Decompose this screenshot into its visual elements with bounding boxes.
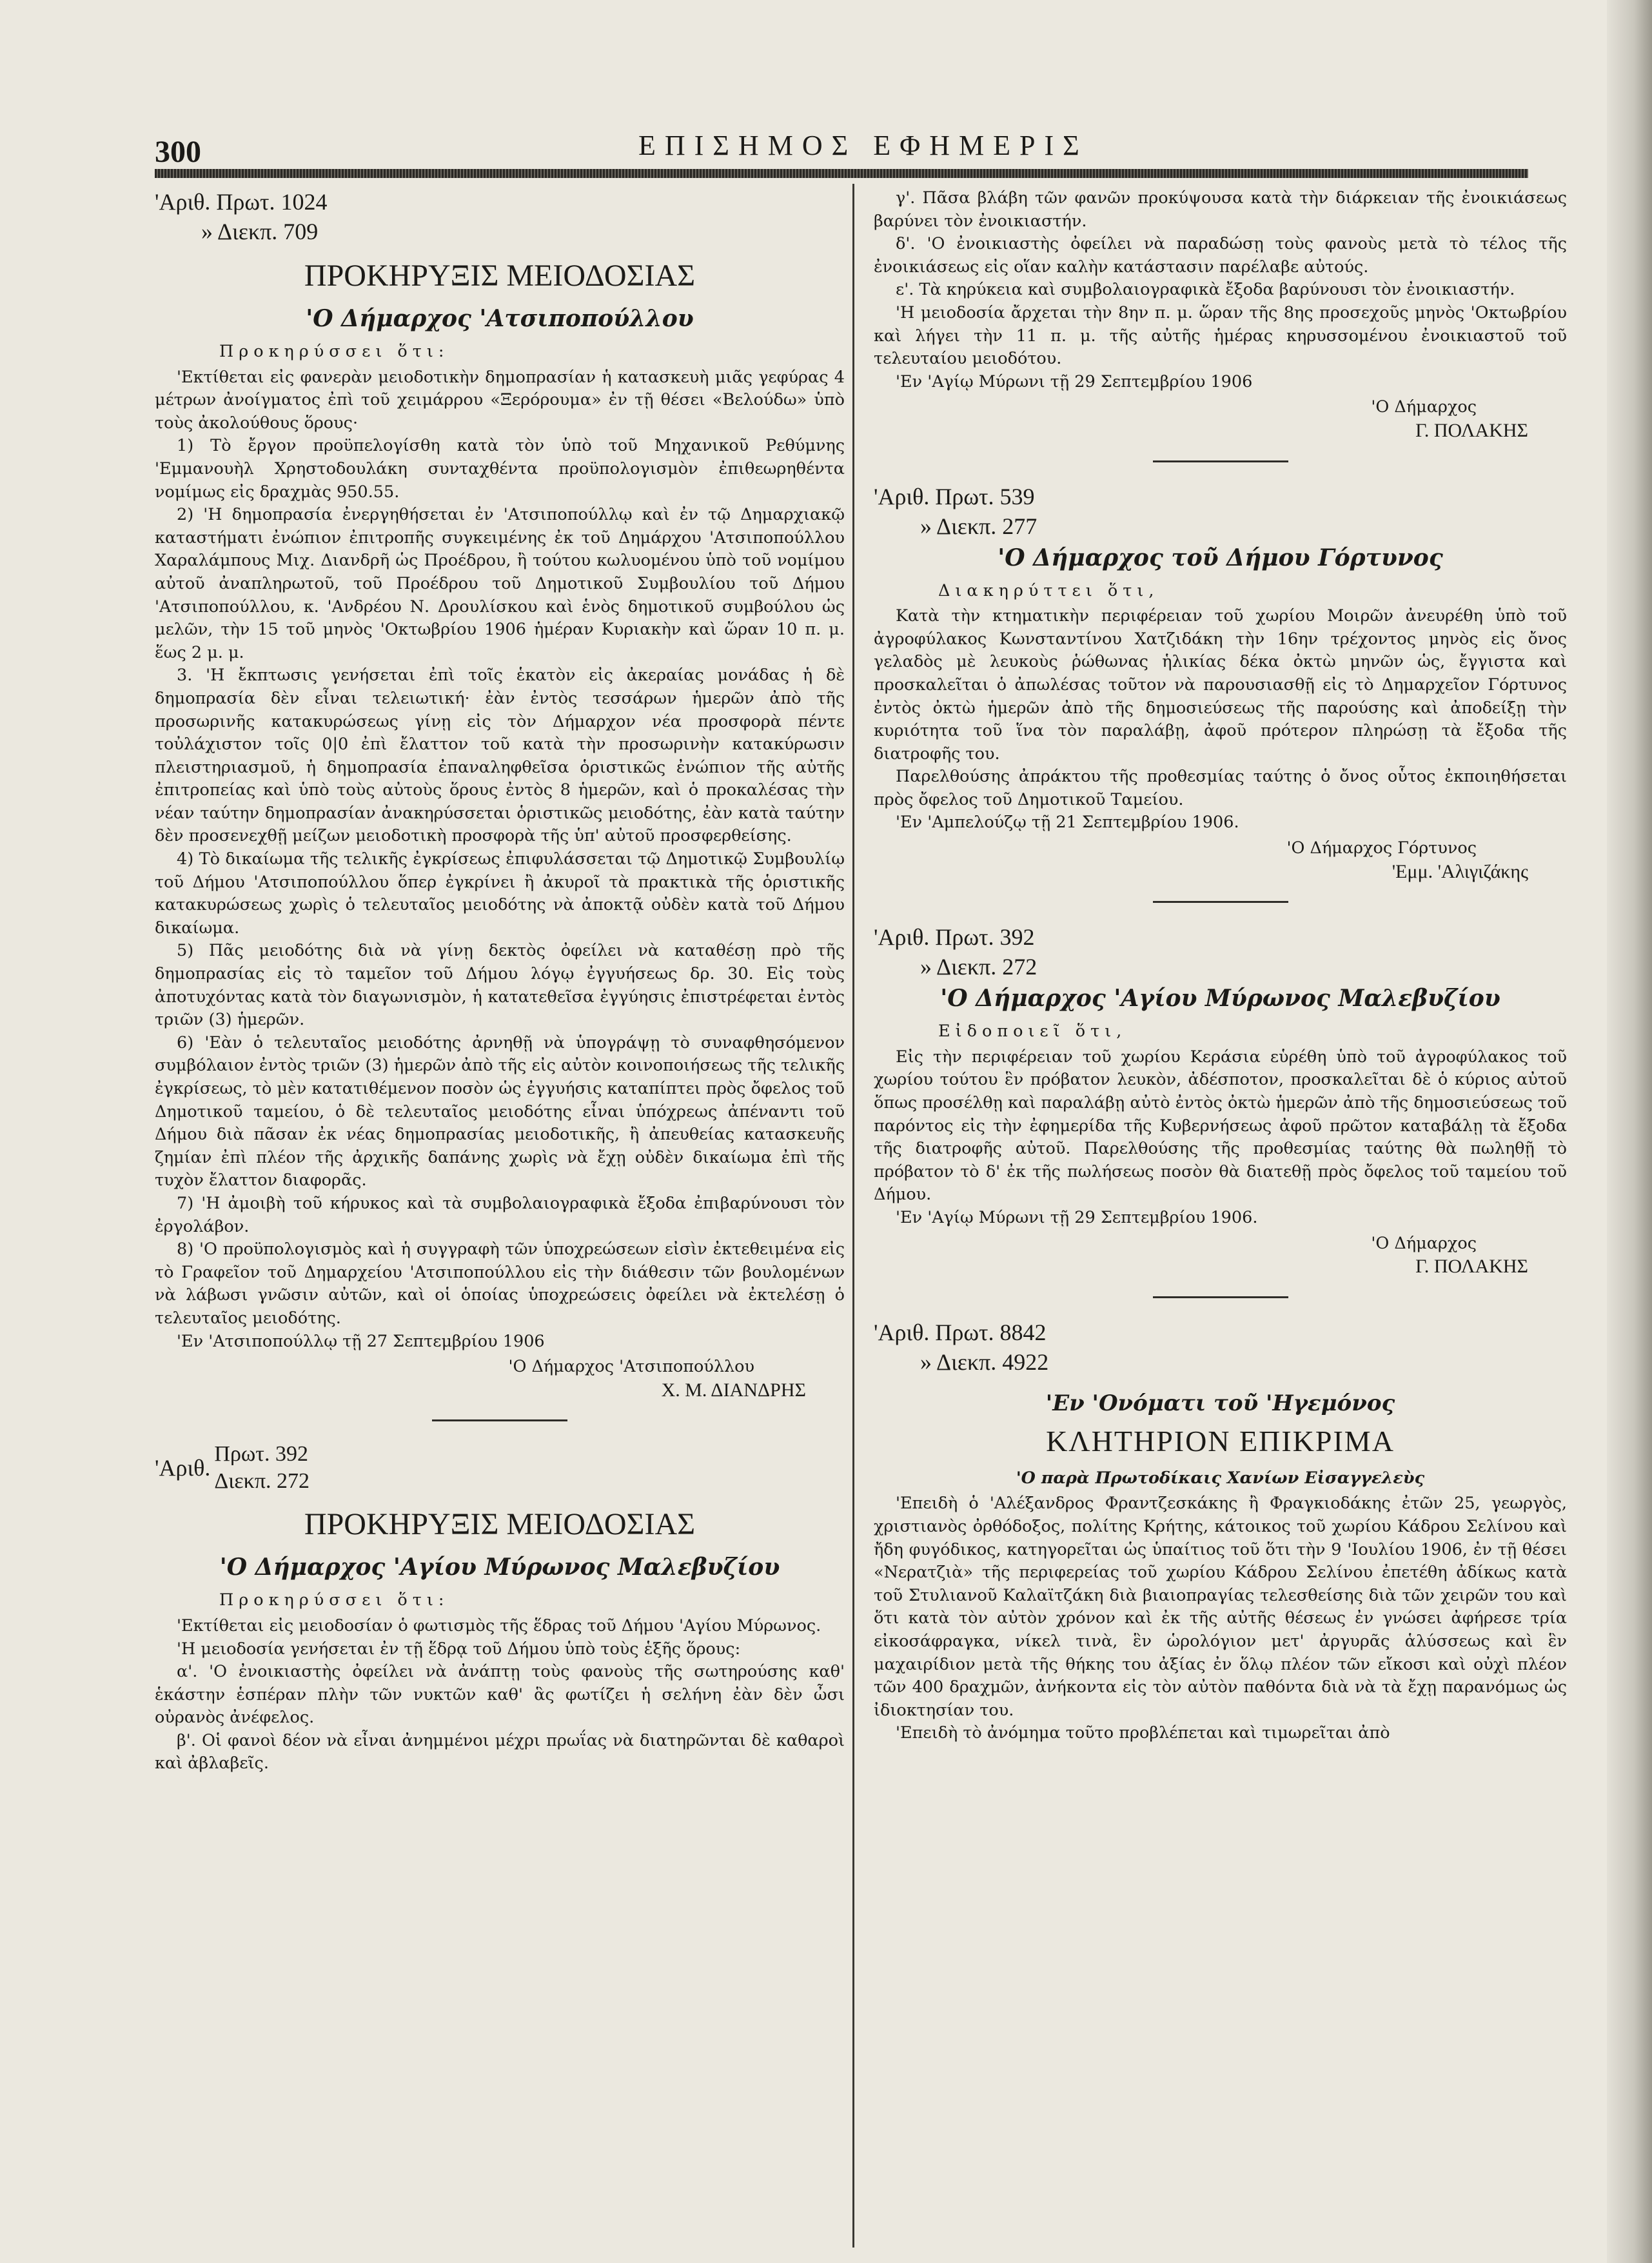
notice-preamble: Διακηρύττει ὅτι, bbox=[938, 580, 1159, 600]
ref-diekp: » Διεκπ. 272 bbox=[920, 954, 1037, 980]
ref-diekp: » Διεκπ. 277 bbox=[920, 513, 1037, 539]
paragraph: 'Εκτίθεται εἰς μειοδοσίαν ὁ φωτισμὸς τῆς ἕδρας τοῦ Δήμου 'Αγίου Μύρωνος. bbox=[177, 1616, 821, 1635]
notice-found-sheep bbox=[874, 922, 1567, 1278]
notice-title: ΚΛΗΤΗΡΙΟΝ ΕΠΙΚΡΙΜΑ bbox=[1046, 1424, 1395, 1458]
signature-name: Χ. Μ. ΔΙΑΝΔΡΗΣ bbox=[661, 1379, 806, 1401]
notice-authority: 'Ο Δήμαρχος 'Αγίου Μύρωνος Μαλεβυζίου bbox=[940, 985, 1500, 1013]
notice-court-summons bbox=[874, 1318, 1567, 1745]
signature-name: 'Εμμ. 'Αλιγιζάκης bbox=[1391, 860, 1528, 882]
paragraph: α'. 'Ο ἐνοικιαστὴς ὀφείλει νὰ ἀνάπτῃ τοὺς φανοὺς τῆς σωτηρούσης καθ' ἑκάστην ἑσπέραν πλὴν τῶν νυκτῶν καθ' ἃς φωτίζει ἡ σελήνη ἐὰν δὲν ὦσι οὐρανὸς ἀνέφελος. bbox=[155, 1662, 845, 1728]
ref-arith: 'Αριθ. bbox=[155, 1455, 211, 1481]
notice-preamble: Προκηρύσσει ὅτι: bbox=[219, 1590, 449, 1610]
running-title: ΕΠΙΣΗΜΟΣ ΕΦΗΜΕΡΙΣ bbox=[638, 130, 1088, 161]
paragraph: β'. Οἱ φανοὶ δέον νὰ εἶναι ἀνημμένοι μέχρι πρωΐας νὰ διατηρῶνται δὲ καθαροὶ καὶ ἀβλαβεῖς. bbox=[155, 1730, 845, 1774]
paragraph: 6) 'Εὰν ὁ τελευταῖος μειοδότης ἀρνηθῇ νὰ ὑπογράψῃ τὸ συναφθησόμενον συμβόλαιον ἐντὸς τριῶν (3) ἡμερῶν ἀπὸ τῆς εἰς αὐτὸν κοινοποιήσεως τῆς τελικῆς ἐγκρίσεως, τὸ μὲν κατατιθέμενον ποσὸν ὡς ἐγγυήσις καταπίπτει πρὸς ὄφελος τοῦ Δημοτικοῦ ταμείου, ὁ δὲ τελευταῖος μειοδότης εἶναι ὑπόχρεως ἀπέναντι τοῦ Δήμου διὰ πᾶσαν ἐκ νέας δημοπρασίας μειοδοτικῆς, ἢ ἀπευθείας κατασκευῆς ζημίαν ἐπὶ πλέον τῆς ἀρχικῆς δαπάνης χωρὶς νὰ ἔχῃ οὐδὲν δικαίωμα ἐπὶ τῆς τυχὸν ἔλαττον διαφορᾶς. bbox=[155, 1033, 845, 1191]
paragraph: Παρελθούσης ἀπράκτου τῆς προθεσμίας ταύτης ὁ ὄνος οὗτος ἐκποιηθήσεται πρὸς ὄφελος τοῦ Δημοτικοῦ Ταμείου. bbox=[874, 767, 1567, 809]
paragraph: 4) Τὸ δικαίωμα τῆς τελικῆς ἐγκρίσεως ἐπιφυλάσσεται τῷ Δημοτικῷ Συμβουλίῳ τοῦ Δήμου 'Ατσιποπούλλου ὅπερ ἐγκρίνει ἢ ἀκυροῖ τὰ πρακτικὰ τῆς ὁριστικῆς κατακυρώσεως χωρὶς ὁ τελευταῖος μειοδότης νὰ ἀποκτᾷ οὐδὲν κατὰ τοῦ Δήμου δικαίωμα. bbox=[155, 849, 845, 938]
section-separator bbox=[1153, 901, 1288, 903]
ref-diekp: » Διεκπ. 709 bbox=[201, 219, 319, 244]
notice-found-donkey bbox=[874, 482, 1567, 884]
notice-authority: 'Ο Δήμαρχος 'Ατσιποπούλλου bbox=[306, 305, 694, 332]
notice-authority: 'Ο Δήμαρχος τοῦ Δήμου Γόρτυνος bbox=[998, 544, 1443, 571]
paragraph: 5) Πᾶς μειοδότης διὰ νὰ γίνῃ δεκτὸς ὀφείλει νὰ καταθέσῃ πρὸ τῆς δημοπρασίας εἰς τὸ ταμεῖον τοῦ Δήμου λόγῳ ἐγγυήσεως δρ. 30. Εἰς τοὺς ἀποτυχόντας κατὰ τὸν διαγωνισμὸν, ἡ κατατεθεῖσα ἐγγύησις ἐπιστρέφεται ἐντὸς τριῶν (3) ἡμερῶν. bbox=[155, 941, 845, 1030]
notice-title: ΠΡΟΚΗΡΥΞΙΣ ΜΕΙΟΔΟΣΙΑΣ bbox=[304, 1507, 696, 1542]
paragraph: Εἰς τὴν περιφέρειαν τοῦ χωρίου Κεράσια εὑρέθη ὑπὸ τοῦ ἀγροφύλακος τοῦ χωρίου τούτου ἓν πρόβατον λευκὸν, ἀδέσποτον, προσκαλεῖται δὲ ὁ κύριος αὐτοῦ ὅπως προσέλθῃ καὶ παραλάβῃ αὐτὸ ἐντὸς ὀκτὼ ἡμερῶν ἀπὸ τῆς δημοσιεύσεως τοῦ παρόντος εἰς τὴν ἐφημερίδα τῆς Κυβερνήσεως ἀφοῦ πρῶτον καταβάλῃ τὰ ἔξοδα τῆς διατροφῆς αὐτοῦ. Παρελθούσης τῆς προθεσμίας ταύτης θὰ πωληθῇ τὸ πρόβατον τὸ δ' ἐκ τῆς πωλήσεως ποσὸν θὰ διατεθῇ πρὸς ὄφελος τοῦ ταμείου τοῦ Δήμου. bbox=[874, 1047, 1567, 1205]
ref-prot: 'Αριθ. Πρωτ. 1024 bbox=[155, 189, 328, 215]
left-column bbox=[155, 187, 845, 1775]
notice-auction-lighting-continued bbox=[874, 187, 1567, 442]
column-divider bbox=[852, 184, 854, 2248]
right-column bbox=[874, 187, 1567, 1745]
paragraph-date: 'Εν 'Αγίῳ Μύρωνι τῇ 29 Σεπτεμβρίου 1906. bbox=[896, 1208, 1258, 1227]
signature-role: 'Ο Δήμαρχος 'Ατσιποπούλλου bbox=[508, 1357, 754, 1377]
invocation: 'Εν 'Ονόματι τοῦ 'Ηγεμόνος bbox=[1045, 1390, 1395, 1416]
signature-role: 'Ο Δήμαρχος bbox=[1371, 1233, 1477, 1253]
paragraph: δ'. 'Ο ἐνοικιαστὴς ὀφείλει νὰ παραδώσῃ τοὺς φανοὺς μετὰ τὸ τέλος τῆς ἐνοικιάσεως εἰς οἵαν καλὴν κατάστασιν παρέλαβε αὐτούς. bbox=[874, 234, 1567, 277]
notice-auction-bridge bbox=[155, 187, 845, 1401]
section-separator bbox=[432, 1419, 567, 1421]
ref-prot: 'Αριθ. Πρωτ. 392 bbox=[874, 924, 1035, 951]
reference-block bbox=[155, 1441, 845, 1495]
header-rule bbox=[155, 169, 1528, 178]
ref-diekp: » Διεκπ. 4922 bbox=[920, 1349, 1049, 1375]
paragraph-date: 'Εν 'Ατσιποπούλλῳ τῇ 27 Σεπτεμβρίου 1906 bbox=[177, 1331, 545, 1351]
paragraph: γ'. Πᾶσα βλάβη τῶν φανῶν προκύψουσα κατὰ τὴν διάρκειαν τῆς ἐνοικιάσεως βαρύνει τὸν ἐνοικιαστήν. bbox=[874, 188, 1567, 231]
section-separator bbox=[1153, 460, 1288, 462]
paragraph: 'Η μειοδοσία γενήσεται ἐν τῇ ἕδρᾳ τοῦ Δήμου ὑπὸ τοὺς ἑξῆς ὅρους: bbox=[177, 1639, 741, 1659]
ref-prot: 'Αριθ. Πρωτ. 539 bbox=[874, 483, 1035, 509]
paragraph: ε'. Τὰ κηρύκεια καὶ συμβολαιογραφικὰ ἔξοδα βαρύνουσι τὸν ἐνοικιαστήν. bbox=[896, 280, 1515, 300]
ref-prot: Πρωτ. 392 bbox=[214, 1442, 308, 1467]
signature-role: 'Ο Δήμαρχος bbox=[1371, 397, 1477, 417]
paragraph: 'Η μειοδοσία ἄρχεται τὴν 8ην π. μ. ὥραν τῆς 8ης προσεχοῦς μηνὸς 'Οκτωβρίου καὶ λήγει τὴν 11 π. μ. τῆς αὐτῆς ἡμέρας κηρυσσομένου ἐνοικιαστοῦ τοῦ τελευταίου μειοδότου. bbox=[874, 302, 1567, 369]
paragraph-date: 'Εν 'Αμπελούζῳ τῇ 21 Σεπτεμβρίου 1906. bbox=[896, 813, 1239, 833]
paragraph: 3. 'Η ἔκπτωσις γενήσεται ἐπὶ τοῖς ἑκατὸν εἰς ἀκεραίας μονάδας ἡ δὲ δημοπρασία δὲν εἶναι τελειωτική· ἐὰν ἐντὸς τεσσάρων ἡμερῶν ἀπὸ τῆς προσωρινῆς κατακυρώσεως γίνῃ εἰς τὸν Δήμαρχον νέα προσφορὰ πέντε τοὐλάχιστον τοῖς 0|0 ἐπὶ ἔλαττον τοῦ κατὰ τὴν προσωρινὴν κατακύρωσιν πλειστηριασμοῦ, ἡ δημοπρασία ἐπαναληφθεῖσα ὁριστικῶς ἐνώπιον τῆς αὐτῆς ἐπιτροπείας καὶ ὑπὸ τοὺς αὐτοὺς ὅρους ἐντὸς 8 ἡμερῶν, καὶ ὁ προκαλέσας τὴν νέαν ταύτην δημοπρασίαν ἀνακηρύσσεται ὁριστικῶς μειοδότης, ἐὰν κατὰ ταύτην δὲν προσενεχθῇ μείζων μειοδοτικὴ προσφορὰ τῆς ὑπ' αὐτοῦ προσφερθείσης. bbox=[155, 666, 845, 846]
paragraph-date: 'Εν 'Αγίῳ Μύρωνι τῇ 29 Σεπτεμβρίου 1906 bbox=[896, 371, 1253, 391]
paragraph: 1) Τὸ ἔργον προϋπελογίσθη κατὰ τὸν ὑπὸ τοῦ Μηχανικοῦ Ρεθύμνης 'Εμμανουὴλ Χρηστοδουλάκη συνταχθέντα προϋπολογισμὸν ἐπιθεωρηθέντα νομίμως εἰς δραχμὰς 950.55. bbox=[155, 436, 845, 502]
notice-title: ΠΡΟΚΗΡΥΞΙΣ ΜΕΙΟΔΟΣΙΑΣ bbox=[304, 259, 696, 293]
paragraph: 'Εκτίθεται εἰς φανερὰν μειοδοτικὴν δημοπρασίαν ἡ κατασκευὴ μιᾶς γεφύρας 4 μέτρων ἀνοίγματος ἐπὶ τοῦ χειμάρρου «Ξερόρουμα» ἐν τῇ θέσει «Βελούδω» ὑπὸ τοὺς ἀκολούθους ὅρους· bbox=[155, 367, 845, 433]
signature-name: Γ. ΠΟΛΑΚΗΣ bbox=[1415, 419, 1528, 441]
notice-auction-lighting bbox=[155, 1441, 845, 1775]
paragraph: 8) 'Ο προϋπολογισμὸς καὶ ἡ συγγραφὴ τῶν ὑποχρεώσεων εἰσὶν ἐκτεθειμένα εἰς τὸ Γραφεῖον τοῦ Δημαρχείου 'Ατσιποπούλλου εἰς τὴν διάθεσιν τῶν βουλομένων νὰ λάβωσι γνῶσιν αὐτῶν, καὶ οἱ ὁποίας ὑποχρεώσεις ὀφείλει νὰ ἐκτελέσῃ ὁ τελευταῖος μειοδότης. bbox=[155, 1240, 845, 1328]
ref-prot: 'Αριθ. Πρωτ. 8842 bbox=[874, 1319, 1047, 1345]
signature-name: Γ. ΠΟΛΑΚΗΣ bbox=[1415, 1256, 1528, 1278]
notice-preamble: Προκηρύσσει ὅτι: bbox=[219, 342, 449, 361]
notice-authority: 'Ο παρὰ Πρωτοδίκαις Χανίων Εἰσαγγελεὺς bbox=[1016, 1468, 1425, 1488]
notice-preamble: Εἰδοποιεῖ ὅτι, bbox=[938, 1022, 1127, 1042]
section-separator bbox=[1153, 1296, 1288, 1298]
scan-edge bbox=[1607, 0, 1652, 2263]
ref-diekp: Διεκπ. 272 bbox=[214, 1469, 310, 1494]
signature-role: 'Ο Δήμαρχος Γόρτυνος bbox=[1286, 838, 1477, 858]
page-number: 300 bbox=[155, 135, 201, 169]
paragraph: 7) 'Η ἀμοιβὴ τοῦ κήρυκος καὶ τὰ συμβολαιογραφικὰ ἔξοδα ἐπιβαρύνουσι τὸν ἐργολάβον. bbox=[155, 1193, 845, 1236]
paragraph: 2) 'Η δημοπρασία ἐνεργηθήσεται ἐν 'Ατσιποπούλλῳ καὶ ἐν τῷ Δημαρχιακῷ καταστήματι ἐνώπιον ἐπιτροπῆς συγκειμένης ἐκ τοῦ Δημάρχου 'Ατσιποπούλλου Χαραλάμπους Μιχ. Διανδρῆ ὡς Προέδρου, ἢ τούτου κωλυομένου ὑπὸ τοῦ νομίμου αὐτοῦ ἀναπληρωτοῦ, τοῦ Προέδρου τοῦ Δημοτικοῦ Συμβουλίου τοῦ Δήμου 'Ατσιποπούλλου, κ. 'Ανδρέου Ν. Δρουλίσκου καὶ ἑνὸς δημοτικοῦ συμβούλου ὡς μελῶν, τὴν 15 τοῦ μηνὸς 'Οκτωβρίου 1906 ἡμέραν Κυριακὴν καὶ ὥραν 10 π. μ. ἕως 2 μ. μ. bbox=[155, 505, 845, 662]
paragraph: Κατὰ τὴν κτηματικὴν περιφέρειαν τοῦ χωρίου Μοιρῶν ἀνευρέθη ὑπὸ τοῦ ἀγροφύλακος Κωνσταντίνου Χατζιδάκη τὴν 16ην τρέχοντος μηνὸς εἰς ὄνος γελαδὸς μὲ λευκοὺς ῥώθωνας ἡλικίας δέκα ὀκτὼ μηνῶν ὡς, ἔγγιστα καὶ προσκαλεῖται ὁ ἀπωλέσας τοῦτον νὰ παρουσιασθῇ εἰς τὸ Δημαρχεῖον Γόρτυνος ἐντὸς ὀκτὼ ἡμερῶν ἀπὸ τῆς δημοσιεύσεως τῆς παρούσης καὶ ἀποδείξῃ τὴν κυριότητα τοῦ ἵνα τὸν παραλάβῃ, ἀφοῦ πρότερον πληρώσῃ τὰ ἔξοδα τῆς διατροφῆς του. bbox=[874, 606, 1567, 764]
paragraph: 'Επειδὴ τὸ ἀνόμημα τοῦτο προβλέπεται καὶ τιμωρεῖται ἀπὸ bbox=[896, 1723, 1390, 1743]
notice-authority: 'Ο Δήμαρχος 'Αγίου Μύρωνος Μαλεβυζίου bbox=[219, 1554, 780, 1581]
paragraph: 'Επειδὴ ὁ 'Αλέξανδρος Φραντζεσκάκης ἢ Φραγκιοδάκης ἐτῶν 25, γεωργὸς, χριστιανὸς ὀρθόδοξος, πολίτης Κρήτης, κάτοικος τοῦ χωρίου Κάδρου Σελίνου καὶ ἤδη φυγόδικος, κατηγορεῖται ὡς ὑπαίτιος τοῦ ὅτι τὴν 9 'Ιουλίου 1906, ἐν τῇ θέσει «Νερατζιὰ» τῆς περιφερείας τοῦ χωρίου Κάδρου Σελίνου ἐπετέθη ἀδίκως κατὰ τοῦ Στυλιανοῦ Καλαϊτζάκη διὰ βιαιοπραγίας τελεσθείσης διὰ τῶν χειρῶν του καὶ ὅτι κατὰ τὸν αὐτὸν χρόνον καὶ ἐκ τῆς αὐτῆς θέσεως ἐν γνώσει ἀφήρεσε τρία εἰκοσάφραγκα, νίκελ τινὰ, ἓν ὡρολόγιον μετ' ἀργυρᾶς ἁλύσσεως καὶ ἓν μαχαιρίδιον μετὰ τῆς θήκης του ἀξίας ἐν ὅλῳ πλέον τῶν εἴκοσι καὶ οὐχὶ πλέον τῶν 400 δραχμῶν, ἀνήκοντα εἰς τὸν αὐτὸν παθόντα διὰ νὰ τὰ ἔχῃ παρανόμως ὡς ἰδιοκτησίαν του. bbox=[874, 1494, 1567, 1720]
